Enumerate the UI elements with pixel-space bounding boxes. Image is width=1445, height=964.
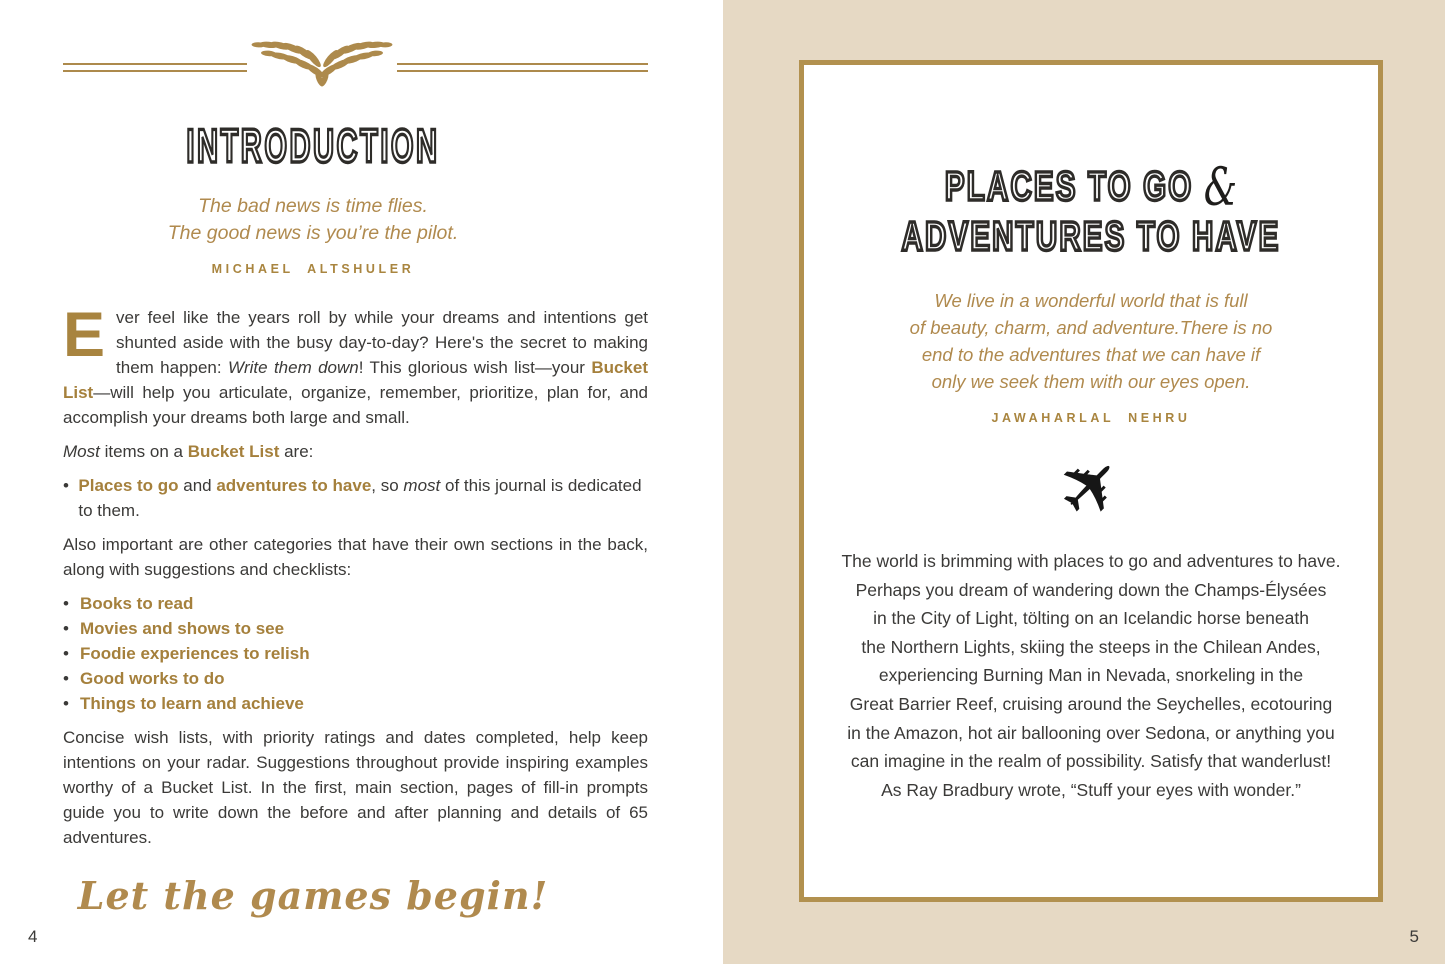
bullet-dot: •: [63, 669, 69, 688]
bullet-text: [78, 473, 648, 523]
quote-line: only we seek them with our eyes open.: [931, 371, 1251, 392]
quote-attribution: JAWAHARLAL NEHRU: [991, 411, 1191, 425]
bullet-places-adventures: [63, 473, 648, 523]
most-items-line: [63, 439, 648, 464]
chapter-quote: [804, 287, 1378, 395]
quote-line: We live in a wonderful world that is full: [934, 290, 1248, 311]
page-number-right: 5: [1409, 927, 1419, 946]
adventures-term: adventures to have: [216, 476, 372, 495]
list-item: [63, 691, 648, 716]
ampersand-glyph: &: [1203, 158, 1238, 218]
text-run: ver feel like the years roll by while your dreams and intentions get shunted aside with the busy day-to-day? Here's the secret to making them happen:: [116, 308, 648, 377]
places-term: Places to go: [78, 476, 179, 495]
list-item: [63, 666, 648, 691]
airplane-icon: ✈: [1036, 432, 1145, 541]
page-number-left: 4: [28, 927, 38, 946]
chapter-title: [884, 158, 1297, 260]
text-run-italic: Most: [63, 442, 100, 461]
list-item: [63, 641, 648, 666]
chapter-body-text: [804, 547, 1378, 804]
epigraph-quote: [63, 193, 563, 247]
laurel-icon: [249, 37, 395, 87]
script-flourish: Let the games begin!: [77, 873, 549, 918]
rule-line-left: [63, 63, 247, 72]
text-run: and: [178, 476, 217, 495]
bucket-list-term: Bucket List: [187, 442, 280, 461]
bucket-list-term: Bucket List: [63, 358, 648, 402]
category-label: Movies and shows to see: [80, 619, 285, 638]
text-run: items on a: [99, 442, 188, 461]
closing-paragraph: Concise wish lists, with priority ratings and dates completed, help keep intentions on your radar. Suggestions throughout provide inspiring examples worthy of a Bucket List. In the first, main section, pages of fill-in prompts guide you to write down the before and after planning and details of 65 adventures.: [63, 728, 648, 847]
body-line: in the City of Light, tölting on an Icelandic horse beneath: [873, 608, 1309, 629]
chapter-title-line: ADVENTURES TO HAVE: [901, 213, 1281, 259]
body-line: The world is brimming with places to go and adventures to have.: [841, 551, 1341, 571]
left-page-content: [63, 40, 648, 918]
quote-line: end to the adventures that we can have if: [921, 344, 1261, 365]
quote-line: The bad news is time flies.: [198, 195, 428, 217]
quote-line: of beauty, charm, and adventure.There is no: [909, 317, 1273, 338]
bullet-dot: •: [63, 476, 69, 495]
drop-cap: E: [63, 300, 106, 370]
text-run: ! This glorious wish list—your: [358, 358, 592, 377]
bullet-dot: •: [63, 694, 69, 713]
left-body-text: [63, 300, 648, 918]
airplane-icon-wrap: [804, 432, 1378, 541]
left-heading-block: [63, 118, 563, 276]
right-page: [723, 0, 1445, 964]
body-line: Great Barrier Reef, cruising around the Seychelles, ecotouring: [849, 693, 1333, 714]
list-item: [63, 591, 648, 616]
bullet-dot: •: [63, 619, 69, 638]
text-run-italic: Write them down: [227, 358, 359, 377]
body-line: can imagine in the realm of possibility. Satisfy that wanderlust!: [850, 751, 1332, 772]
body-line: As Ray Bradbury wrote, “Stuff your eyes with wonder.”: [881, 779, 1301, 800]
header-ornament-rule: [63, 40, 648, 94]
text-run-italic: most: [403, 476, 441, 495]
list-item: [63, 616, 648, 641]
bullet-dot: •: [63, 644, 69, 663]
body-line: the Northern Lights, skiing the steeps in the Chilean Andes,: [861, 636, 1321, 657]
body-line: in the Amazon, hot air ballooning over Sedona, or anything you: [847, 722, 1335, 743]
bullet-dot: •: [63, 594, 69, 613]
category-list: [63, 591, 648, 716]
chapter-title-line: PLACES TO GO: [944, 163, 1194, 209]
categories-paragraph: Also important are other categories that have their own sections in the back, along with suggestions and checklists:: [63, 535, 648, 579]
body-line: experiencing Burning Man in Nevada, snorkeling in the: [878, 665, 1304, 686]
category-label: Foodie experiences to relish: [80, 644, 310, 663]
intro-paragraph: [63, 300, 648, 430]
quote-line: The good news is you’re the pilot.: [167, 222, 459, 244]
text-run: —will help you articulate, organize, remember, prioritize, plan for, and accomplish your dreams both large and small.: [63, 383, 648, 427]
body-line: Perhaps you dream of wandering down the Champs-Élysées: [855, 579, 1327, 600]
text-run: , so: [371, 476, 404, 495]
category-label: Good works to do: [80, 669, 225, 688]
text-run: are:: [279, 442, 314, 461]
gold-border-box: [799, 60, 1383, 902]
rule-line-right: [397, 63, 648, 72]
category-label: Things to learn and achieve: [80, 694, 304, 713]
text-run: of this journal is dedicated to them.: [78, 476, 642, 520]
page-title: INTRODUCTION: [186, 119, 440, 172]
category-label: Books to read: [80, 594, 194, 613]
quote-attribution: MICHAEL ALTSHULER: [211, 262, 415, 276]
